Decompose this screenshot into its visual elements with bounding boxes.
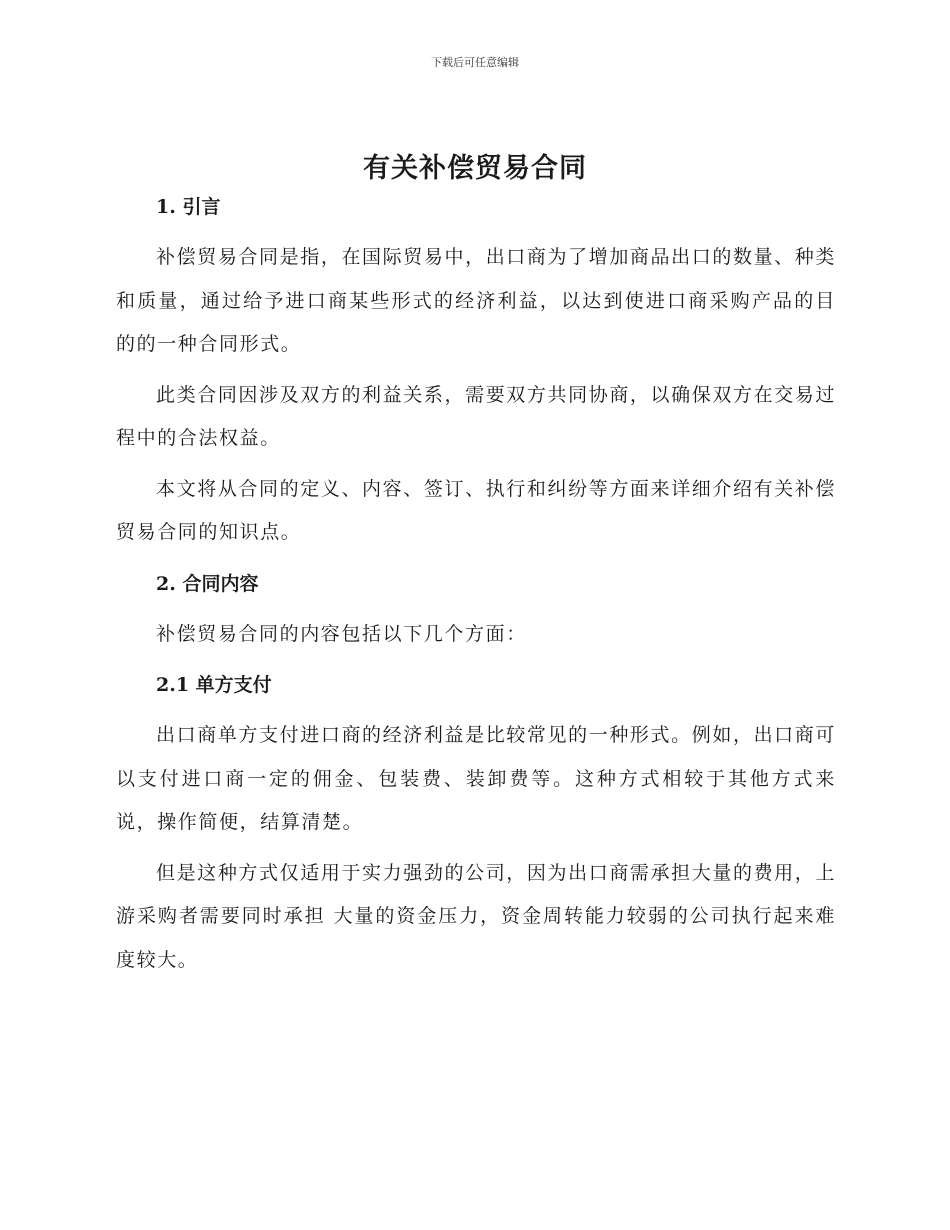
document-title: 有关补偿贸易合同: [363, 153, 587, 184]
section-heading-intro: 1. 引言: [156, 196, 221, 218]
paragraph-unilateral-1: 出口商单方支付进口商的经济利益是比较常见的一种形式。例如，出口商可以支付进口商一定的佣金、包装费、装卸费等。这种方式相较于其他方式来说，操作简便，结算清楚。: [116, 724, 836, 833]
section-heading-content: 2. 合同内容: [156, 572, 259, 595]
page-header-note: 下载后可任意编辑: [431, 56, 519, 69]
document-body: [116, 192, 836, 982]
paragraph-intro-3: 本文将从合同的定义、内容、签订、执行和纠纷等方面来详细介绍有关补偿贸易合同的知识点。: [116, 477, 836, 543]
paragraph-content-1: 补偿贸易合同的内容包括以下几个方面：: [156, 622, 527, 645]
subsection-heading-unilateral-payment: 2.1 单方支付: [156, 674, 272, 696]
paragraph-intro-2: 此类合同因涉及双方的利益关系，需要双方共同协商，以确保双方在交易过程中的合法权益。: [116, 383, 836, 449]
paragraph-unilateral-2: 但是这种方式仅适用于实力强劲的公司，因为出口商需承担大量的费用，上游采购者需要同时承担 大量的资金压力，资金周转能力较弱的公司执行起来难度较大。: [116, 861, 836, 971]
paragraph-intro-1: 补偿贸易合同是指，在国际贸易中，出口商为了增加商品出口的数量、种类和质量，通过给予进口商某些形式的经济利益，以达到使进口商采购产品的目的的一种合同形式。: [116, 246, 836, 355]
